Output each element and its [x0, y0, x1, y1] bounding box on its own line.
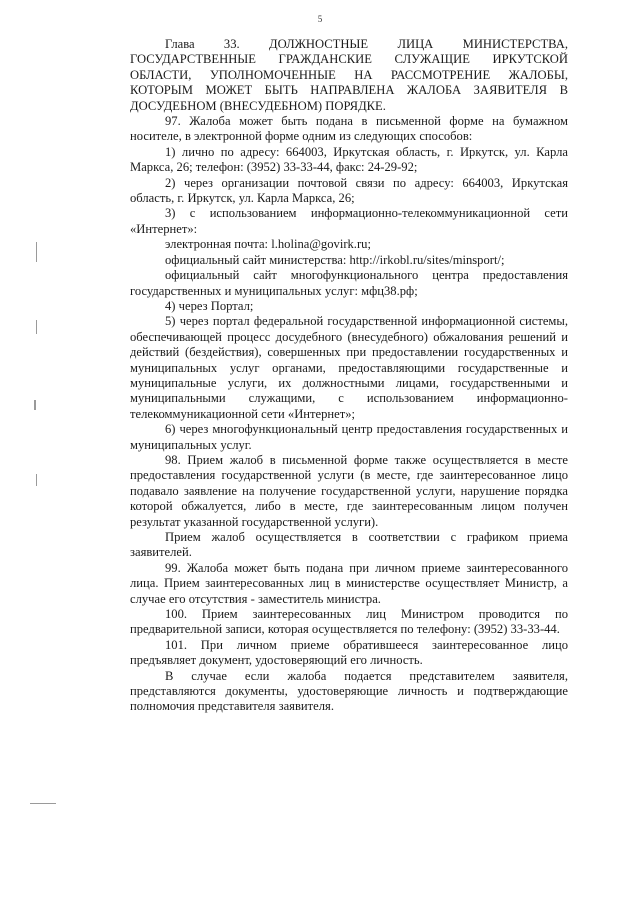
paragraph-101-representative: В случае если жалоба подается представителем заявителя, представляются документы, удостоверяющие личность и подтверждающие полномочия представителя заявителя.	[130, 668, 568, 714]
paragraph-97-item-3: 3) с использованием информационно-телекоммуникационной сети «Интернет»:	[130, 206, 568, 236]
scan-mark	[36, 242, 37, 262]
mfc-site-line: официальный сайт многофункционального центра предоставления государственных и муниципальных услуг: мфц38.рф;	[130, 268, 568, 298]
scan-mark	[36, 474, 37, 486]
paragraph-99: 99. Жалоба может быть подана при личном приеме заинтересованного лица. Прием заинтересованных лиц в министерстве осуществляет Министр, а случае его отсутствия - заместитель министра.	[130, 560, 568, 606]
paragraph-98: 98. Прием жалоб в письменной форме также осуществляется в месте предоставления государственной услуги (в месте, где заинтересованное лицо подавало заявление на получение государственной услуги, нарушение порядка которой обжалуется, либо в месте, где заинтересованным лицом получен результат указанной государственной услуги).	[130, 452, 568, 529]
page-number: 5	[317, 14, 323, 24]
paragraph-100: 100. Прием заинтересованных лиц Министром проводится по предварительной записи, которая осуществляется по телефону: (3952) 33-33-44.	[130, 607, 568, 637]
paragraph-97-item-6: 6) через многофункциональный центр предоставления государственных и муниципальных услуг.	[130, 422, 568, 452]
scan-mark	[30, 803, 56, 804]
paragraph-97-item-5: 5) через портал федеральной государственной информационной системы, обеспечивающей процесс досудебного (внесудебного) обжалования решений и действий (бездействия), совершенных при предоставлении государственных и муниципальных услуг органами, предоставляющими государственные и муниципальные услуги, их должностными лицами, государственными и муниципальными служащими, с использованием информационно-телекоммуникационной сети «Интернет»;	[130, 314, 568, 421]
paragraph-97: 97. Жалоба может быть подана в письменной форме на бумажном носителе, в электронной форме одним из следующих способов:	[130, 114, 568, 144]
paragraph-97-item-2: 2) через организации почтовой связи по адресу: 664003, Иркутская область, г. Иркутск, ул. Карла Маркса, 26;	[130, 175, 568, 206]
scan-mark	[34, 400, 36, 410]
ministry-site-line: официальный сайт министерства: http://irkobl.ru/sites/minsport/;	[165, 252, 505, 267]
paragraph-97-item-4: 4) через Портал;	[165, 298, 254, 313]
email-line: электронная почта: l.holina@govirk.ru;	[165, 237, 371, 252]
scan-mark	[36, 320, 37, 334]
paragraph-101: 101. При личном приеме обратившееся заинтересованное лицо предъявляет документ, удостоверяющий его личность.	[130, 637, 568, 668]
chapter-title: Глава 33. ДОЛЖНОСТНЫЕ ЛИЦА МИНИСТЕРСТВА, ГОСУДАРСТВЕННЫЕ ГРАЖДАНСКИЕ СЛУЖАЩИЕ ИРКУТСКОЙ ОБЛАСТИ, УПОЛНОМОЧЕННЫЕ НА РАССМОТРЕНИЕ ЖАЛОБЫ, КОТОРЫМ МОЖЕТ БЫТЬ НАПРАВЛЕНА ЖАЛОБА ЗАЯВИТЕЛЯ В ДОСУДЕБНОМ (ВНЕСУДЕБНОМ) ПОРЯДКЕ.	[130, 37, 568, 113]
document-body	[130, 37, 568, 715]
paragraph-98-schedule: Прием жалоб осуществляется в соответствии с графиком приема заявителей.	[130, 530, 568, 560]
paragraph-97-item-1: 1) лично по адресу: 664003, Иркутская область, г. Иркутск, ул. Карла Маркса, 26; телефон: (3952) 33-33-44, факс: 24-29-92;	[130, 144, 568, 175]
